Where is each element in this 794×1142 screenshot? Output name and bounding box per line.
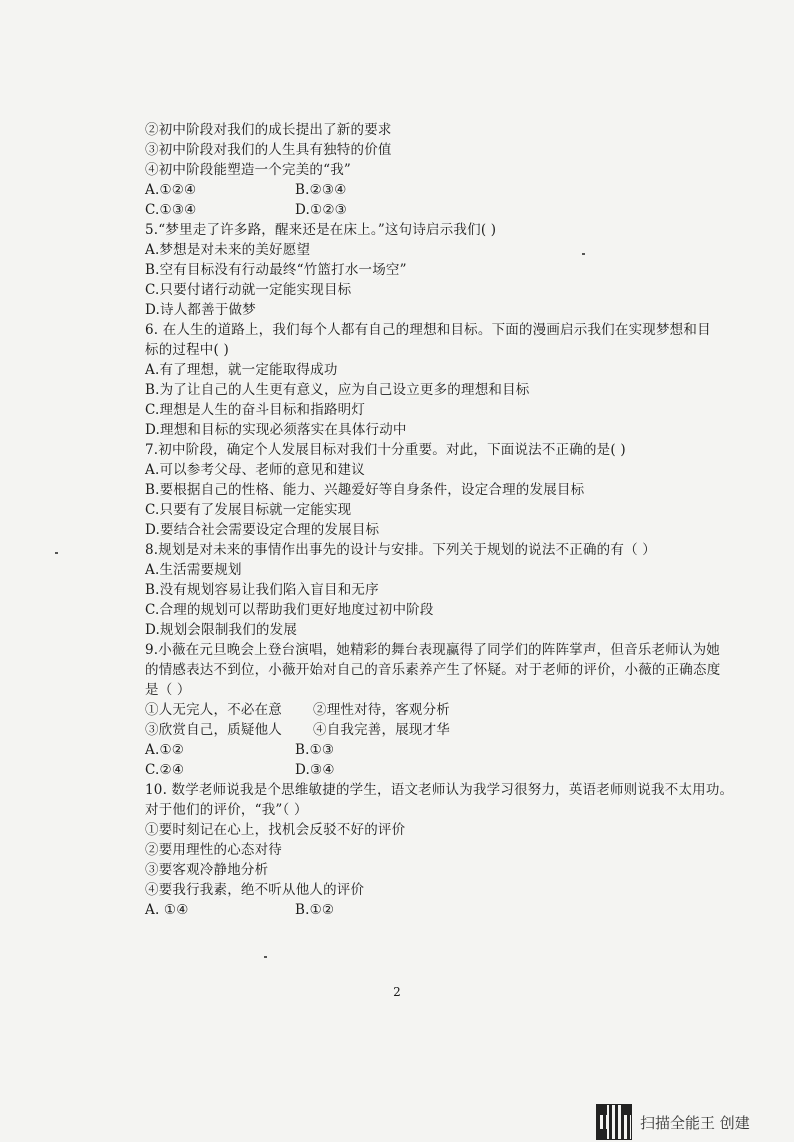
page-number: 2 [393,985,401,999]
text-line: 是（ ） [145,682,191,698]
text-line: ④要我行我素，绝不听从他人的评价 [145,882,365,898]
scan-speck [582,253,585,255]
text-line: C.只要有了发展目标就一定能实现 [145,502,352,518]
option-cell: A. ①④ [145,902,189,918]
text-line: ④初中阶段能塑造一个完美的“我” [145,162,352,178]
option-cell: D.③④ [295,762,335,778]
text-line: ③要客观冷静地分析 [145,862,269,878]
option-row [145,720,755,740]
text-line: 6. 在人生的道路上，我们每个人都有自己的理想和目标。下面的漫画启示我们在实现梦想和目 [145,322,711,338]
text-line: 10. 数学老师说我是个思维敏捷的学生，语文老师认为我学习很努力，英语老师则说我不太用功。 [145,782,734,798]
text-line: 的情感表达不到位，小薇开始对自己的音乐素养产生了怀疑。对于老师的评价，小薇的正确态度 [145,662,721,678]
text-line: B.空有目标没有行动最终“竹篮打水一场空” [145,262,407,278]
text-line: 7.初中阶段，确定个人发展目标对我们十分重要。对此，下面说法不正确的是( ) [145,442,626,458]
qr-code-icon [596,1104,632,1140]
option-row [145,700,755,720]
text-line: ②要用理性的心态对待 [145,842,282,858]
option-cell: A.①②④ [145,182,197,198]
option-cell: ③欣赏自己，质疑他人 [145,722,282,738]
text-line: D.诗人都善于做梦 [145,302,256,318]
text-line: A.梦想是对未来的美好愿望 [145,242,311,258]
text-line: B.要根据自己的性格、能力、兴趣爱好等自身条件，设定合理的发展目标 [145,482,585,498]
option-cell: C.①③④ [145,202,197,218]
text-line: 8.规划是对未来的事情作出事先的设计与安排。下列关于规划的说法不正确的有（ ） [145,542,656,558]
scanner-label: 扫描全能王 创建 [640,1113,750,1132]
option-cell: B.①③ [295,742,335,758]
text-line: B.没有规划容易让我们陷入盲目和无序 [145,582,379,598]
text-line: ②初中阶段对我们的成长提出了新的要求 [145,122,392,138]
text-line: 标的过程中( ) [145,342,229,358]
text-line: C.合理的规划可以帮助我们更好地度过初中阶段 [145,602,434,618]
text-line: A.生活需要规划 [145,562,242,578]
option-cell: ①人无完人，不必在意 [145,702,282,718]
option-row [145,180,755,200]
option-cell: B.①② [295,902,335,918]
option-row [145,760,755,780]
text-line: ③初中阶段对我们的人生具有独特的价值 [145,142,392,158]
text-line: C.只要付诸行动就一定能实现目标 [145,282,352,298]
option-cell: D.①②③ [295,202,347,218]
text-line: 9.小薇在元旦晚会上登台演唱，她精彩的舞台表现赢得了同学们的阵阵掌声，但音乐老师认为她 [145,642,720,658]
text-line: D.理想和目标的实现必须落实在具体行动中 [145,422,407,438]
option-cell: ④自我完善，展现才华 [313,722,450,738]
question-text [145,120,755,920]
text-line: 5.“梦里走了许多路，醒来还是在床上。”这句诗启示我们( ) [145,222,497,238]
scan-speck [55,552,58,554]
option-row [145,200,755,220]
text-line: ①要时刻记在心上，找机会反驳不好的评价 [145,822,406,838]
text-line: A.有了理想，就一定能取得成功 [145,362,338,378]
text-line: C.理想是人生的奋斗目标和指路明灯 [145,402,366,418]
scanner-watermark [596,1102,750,1142]
text-line: 对于他们的评价，“我”（ ） [145,802,308,818]
option-row [145,740,755,760]
text-line: B.为了让自己的人生更有意义，应为自己设立更多的理想和目标 [145,382,530,398]
option-cell: B.②③④ [295,182,347,198]
text-line: D.要结合社会需要设定合理的发展目标 [145,522,380,538]
option-cell: ②理性对待，客观分析 [313,702,450,718]
text-line: A.可以参考父母、老师的意见和建议 [145,462,365,478]
text-line: D.规划会限制我们的发展 [145,622,298,638]
option-row [145,900,755,920]
scan-speck [264,956,267,958]
option-cell: A.①② [145,742,185,758]
option-cell: C.②④ [145,762,185,778]
